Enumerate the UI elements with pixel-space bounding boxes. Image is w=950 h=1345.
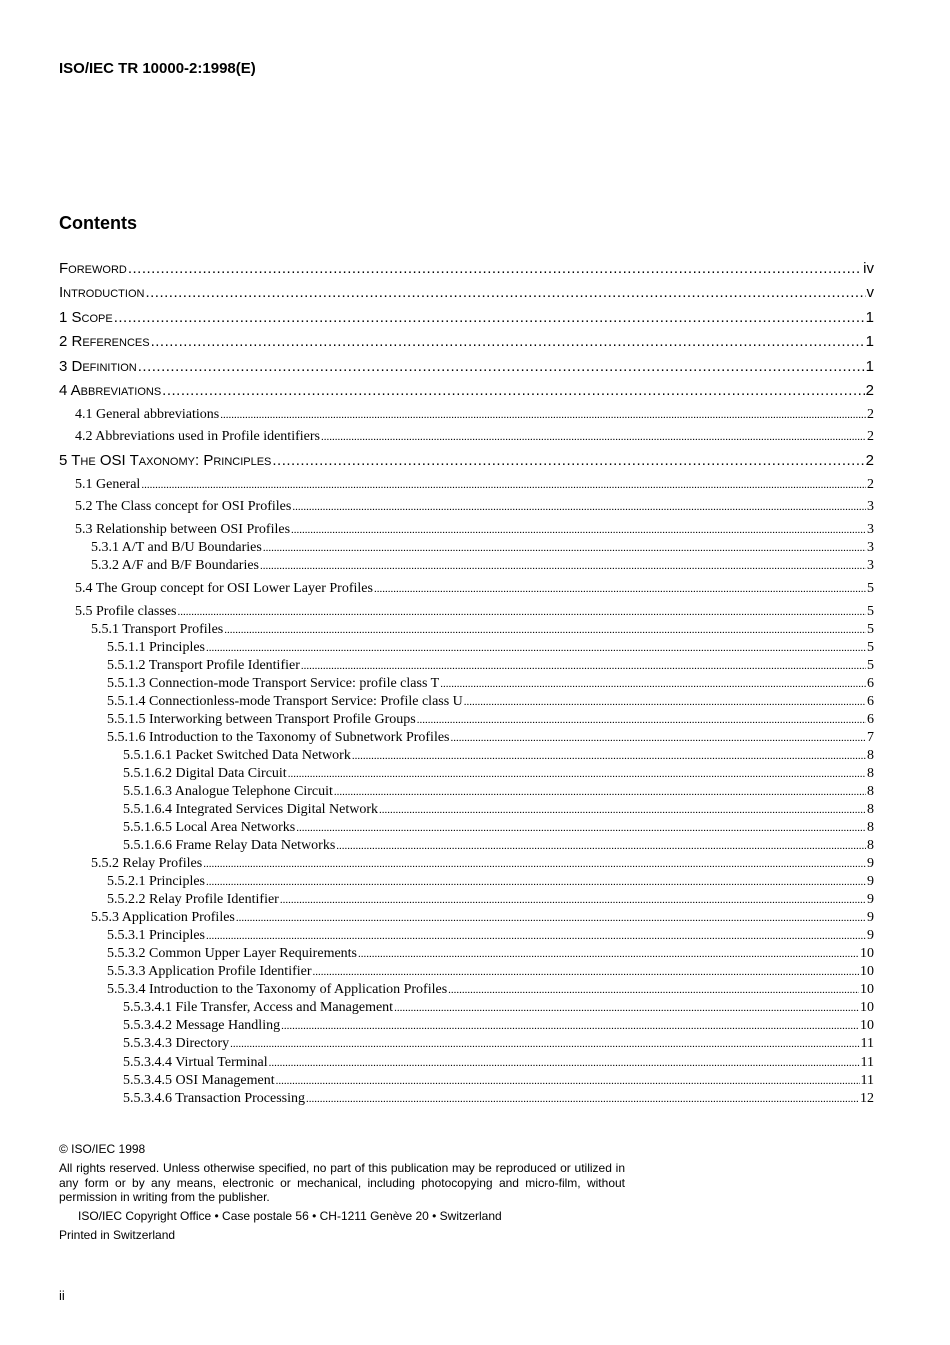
dot-leader [206, 640, 866, 656]
toc-entry-page: 8 [867, 748, 874, 763]
toc-entry-page: 10 [860, 982, 874, 997]
dot-leader [301, 658, 866, 674]
toc-entry-title: 5.5.1.6.5 Local Area Networks [123, 820, 296, 835]
toc-entry[interactable] [107, 982, 874, 999]
toc-entry[interactable] [123, 838, 874, 855]
toc-entry-title: 5.5.3 Application Profiles [91, 910, 235, 925]
toc-entry-page: 10 [860, 964, 874, 979]
toc-entry[interactable] [75, 429, 874, 446]
toc-entry-page: 7 [867, 730, 874, 745]
toc-entry-title: 5.5.2.1 Principles [107, 874, 205, 889]
toc-entry[interactable] [123, 820, 874, 837]
toc-entry-page: 9 [867, 856, 874, 871]
toc-entry-page: 2 [867, 407, 874, 422]
dot-leader [291, 522, 866, 538]
toc-entry-page: 9 [867, 910, 874, 925]
dot-leader [138, 358, 865, 375]
toc-entry[interactable] [123, 1091, 874, 1108]
toc-entry-page: v [866, 284, 874, 301]
toc-entry-page: iv [863, 260, 874, 277]
toc-entry-page: 8 [867, 784, 874, 799]
toc-entry-title: 5.5.3.4.5 OSI Management [123, 1073, 275, 1088]
toc-entry[interactable] [107, 694, 874, 711]
toc-entry[interactable] [75, 581, 874, 598]
toc-entry-page: 2 [867, 429, 874, 444]
toc-entry[interactable] [123, 1073, 874, 1090]
toc-entry-page: 8 [867, 838, 874, 853]
toc-entry-title: 5.5.1.6.4 Integrated Services Digital Network [123, 802, 379, 817]
dot-leader [374, 581, 866, 597]
toc-entry[interactable] [107, 964, 874, 981]
toc-entry-title: 5.4 The Group concept for OSI Lower Layer Profiles [75, 581, 373, 596]
toc-entry[interactable] [75, 604, 874, 621]
toc-entry-title: 5.3.1 A/T and B/U Boundaries [91, 540, 262, 555]
dot-leader [263, 540, 866, 556]
dot-leader [206, 928, 866, 944]
toc-entry[interactable] [107, 712, 874, 729]
toc-entry-page: 8 [867, 802, 874, 817]
toc-entry[interactable] [75, 407, 874, 424]
toc-entry-title: 5.2 The Class concept for OSI Profiles [75, 499, 292, 514]
toc-entry-page: 2 [867, 477, 874, 492]
toc-entry[interactable] [59, 333, 874, 353]
toc-entry-page: 11 [860, 1036, 874, 1051]
toc-entry-title: 5.5.1.6.2 Digital Data Circuit [123, 766, 287, 781]
dot-leader [306, 1091, 859, 1107]
toc-entry[interactable] [91, 540, 874, 557]
toc-entry-page: 9 [867, 874, 874, 889]
dot-leader [451, 730, 866, 746]
toc-entry[interactable] [123, 1018, 874, 1035]
toc-entry-page: 6 [867, 712, 874, 727]
dot-leader [128, 260, 862, 277]
toc-entry-page: 5 [867, 581, 874, 596]
toc-entry-title: 5.3 Relationship between OSI Profiles [75, 522, 291, 537]
toc-entry-page: 5 [867, 640, 874, 655]
toc-entry-page: 3 [867, 522, 874, 537]
toc-entry[interactable] [107, 676, 874, 693]
copyright-office-address: ISO/IEC Copyright Office • Case postale 56 • CH-1211 Genève 20 • Switzerland [78, 1209, 502, 1223]
dot-leader [292, 499, 866, 515]
toc-entry-page: 5 [867, 658, 874, 673]
toc-entry-title: 5.5.1 Transport Profiles [91, 622, 224, 637]
toc-entry[interactable] [123, 1000, 874, 1017]
toc-entry-title: 2 References [59, 333, 150, 350]
toc-entry[interactable] [107, 640, 874, 657]
dot-leader [448, 982, 859, 998]
toc-entry[interactable] [59, 260, 874, 280]
dot-leader [334, 784, 866, 800]
toc-entry-title: 5.5.1.2 Transport Profile Identifier [107, 658, 300, 673]
toc-entry-title: 5.5.3.4.3 Directory [123, 1036, 230, 1051]
toc-entry[interactable] [107, 928, 874, 945]
toc-entry-page: 3 [867, 499, 874, 514]
toc-entry-page: 3 [867, 540, 874, 555]
toc-entry-title: 5.5.1.6.6 Frame Relay Data Networks [123, 838, 336, 853]
toc-entry-title: 5.5.2.2 Relay Profile Identifier [107, 892, 279, 907]
page-number: ii [59, 1288, 65, 1303]
toc-entry-title: 5.5.3.1 Principles [107, 928, 205, 943]
dot-leader [260, 558, 866, 574]
toc-entry-page: 5 [867, 622, 874, 637]
toc-entry[interactable] [123, 802, 874, 819]
toc-entry-title: 3 Definition [59, 358, 137, 375]
toc-entry-page: 11 [860, 1055, 874, 1070]
dot-leader [417, 712, 866, 728]
dot-leader [358, 946, 859, 962]
toc-entry-title: 5.5.3.3 Application Profile Identifier [107, 964, 312, 979]
toc-entry-page: 6 [867, 694, 874, 709]
toc-entry-title: 5.5.1.1 Principles [107, 640, 205, 655]
toc-entry[interactable] [75, 477, 874, 494]
dot-leader [224, 622, 866, 638]
toc-entry-page: 12 [860, 1091, 874, 1106]
toc-entry[interactable] [91, 856, 874, 873]
toc-entry-title: 5.1 General [75, 477, 141, 492]
toc-entry[interactable] [107, 874, 874, 891]
toc-entry-title: 5.3.2 A/F and B/F Boundaries [91, 558, 260, 573]
toc-entry[interactable] [91, 910, 874, 927]
toc-entry-page: 5 [867, 604, 874, 619]
toc-entry-title: 5.5.1.6.1 Packet Switched Data Network [123, 748, 351, 763]
toc-entry[interactable] [123, 784, 874, 801]
toc-entry-page: 1 [865, 309, 874, 326]
toc-entry[interactable] [59, 382, 874, 402]
toc-entry-title: Foreword [59, 260, 127, 277]
toc-entry-title: 5.5.3.4.1 File Transfer, Access and Management [123, 1000, 394, 1015]
toc-entry[interactable] [107, 730, 874, 747]
toc-entry[interactable] [59, 358, 874, 378]
toc-entry-title: 5.5.1.4 Connectionless-mode Transport Service: Profile class U [107, 694, 463, 709]
dot-leader [269, 1055, 860, 1071]
dot-leader [336, 838, 866, 854]
toc-entry-title: 1 Scope [59, 309, 113, 326]
toc-entry[interactable] [123, 1055, 874, 1072]
dot-leader [281, 1018, 859, 1034]
toc-entry-title: 4 Abbreviations [59, 382, 162, 399]
dot-leader [220, 407, 866, 423]
toc-entry-page: 8 [867, 820, 874, 835]
dot-leader [379, 802, 866, 818]
toc-entry[interactable] [75, 499, 874, 516]
dot-leader [236, 910, 866, 926]
document-id-header: ISO/IEC TR 10000-2:1998(E) [59, 60, 256, 77]
toc-entry-title: 5.5.1.6.3 Analogue Telephone Circuit [123, 784, 333, 799]
toc-entry[interactable] [91, 622, 874, 639]
dot-leader [203, 856, 866, 872]
contents-heading: Contents [59, 213, 137, 233]
toc-entry[interactable] [107, 892, 874, 909]
dot-leader [141, 477, 866, 493]
toc-entry[interactable] [123, 1036, 874, 1053]
toc-entry-title: 5.5.3.4.4 Virtual Terminal [123, 1055, 268, 1070]
dot-leader [280, 892, 866, 908]
toc-entry-title: 5.5.2 Relay Profiles [91, 856, 203, 871]
rights-statement: All rights reserved. Unless otherwise specified, no part of this publication may be reproduced or utilized in any form or by any means, electronic or mechanical, including photocopying and micro-film, without permission in writing from the publisher. [59, 1161, 625, 1204]
dot-leader [296, 820, 866, 836]
toc-entry-page: 1 [865, 358, 874, 375]
toc-entry-page: 9 [867, 928, 874, 943]
toc-entry-page: 2 [865, 452, 874, 469]
copyright-notice: © ISO/IEC 1998 [59, 1142, 146, 1156]
toc-entry-title: Introduction [59, 284, 145, 301]
dot-leader [394, 1000, 859, 1016]
toc-entry-title: 5.5.1.3 Connection-mode Transport Service: profile class T [107, 676, 440, 691]
toc-entry-title: 5.5.3.4.6 Transaction Processing [123, 1091, 305, 1106]
dot-leader [145, 284, 865, 301]
toc-entry[interactable] [75, 522, 874, 539]
toc-entry-page: 9 [867, 892, 874, 907]
toc-entry-page: 10 [860, 1000, 874, 1015]
dot-leader [440, 676, 866, 692]
toc-entry-title: 4.2 Abbreviations used in Profile identifiers [75, 429, 320, 444]
toc-entry[interactable] [123, 766, 874, 783]
toc-entry-page: 3 [867, 558, 874, 573]
toc-entry-title: 4.1 General abbreviations [75, 407, 220, 422]
toc-entry-title: 5.5.1.6 Introduction to the Taxonomy of Subnetwork Profiles [107, 730, 450, 745]
printed-in: Printed in Switzerland [59, 1228, 176, 1242]
dot-leader [288, 766, 866, 782]
toc-entry[interactable] [59, 309, 874, 329]
dot-leader [464, 694, 866, 710]
dot-leader [114, 309, 865, 326]
toc-entry-page: 6 [867, 676, 874, 691]
dot-leader [352, 748, 866, 764]
toc-entry-title: 5.5.3.4.2 Message Handling [123, 1018, 281, 1033]
toc-entry[interactable] [59, 452, 874, 472]
toc-entry-page: 8 [867, 766, 874, 781]
dot-leader [151, 333, 865, 350]
dot-leader [321, 429, 866, 445]
toc-entry[interactable] [91, 558, 874, 575]
dot-leader [177, 604, 866, 620]
toc-entry[interactable] [59, 284, 874, 304]
toc-entry-page: 11 [860, 1073, 874, 1088]
toc-entry-title: 5.5.3.4 Introduction to the Taxonomy of Application Profiles [107, 982, 448, 997]
dot-leader [206, 874, 866, 890]
toc-entry[interactable] [123, 748, 874, 765]
dot-leader [230, 1036, 859, 1052]
dot-leader [276, 1073, 860, 1089]
dot-leader [162, 382, 864, 399]
toc-entry-page: 10 [860, 1018, 874, 1033]
toc-entry-title: 5.5.3.2 Common Upper Layer Requirements [107, 946, 358, 961]
toc-entry-title: 5.5.1.5 Interworking between Transport Profile Groups [107, 712, 416, 727]
toc-entry-page: 2 [865, 382, 874, 399]
toc-entry-title: 5 The OSI Taxonomy: Principles [59, 452, 272, 469]
toc-entry-title: 5.5 Profile classes [75, 604, 177, 619]
toc-entry[interactable] [107, 946, 874, 963]
toc-entry-page: 1 [865, 333, 874, 350]
toc-entry-page: 10 [860, 946, 874, 961]
dot-leader [313, 964, 859, 980]
dot-leader [272, 452, 864, 469]
toc-entry[interactable] [107, 658, 874, 675]
